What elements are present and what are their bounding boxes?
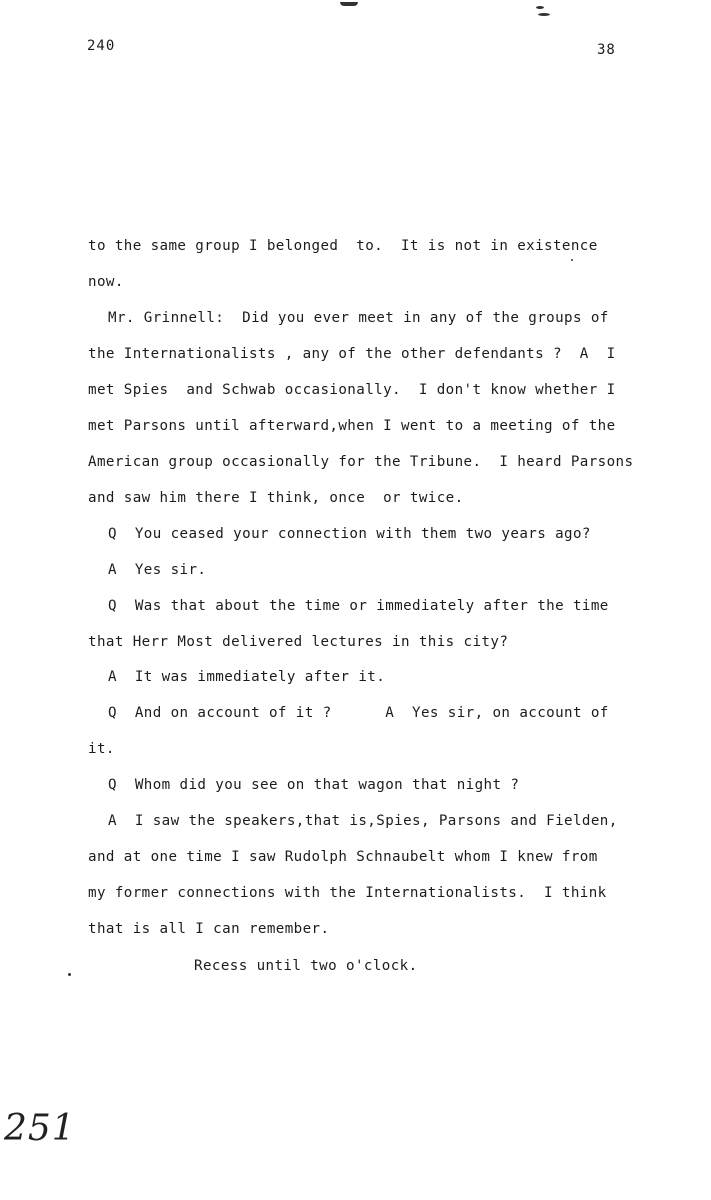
text-line: Q And on account of it ? A Yes sir, on account of: [108, 705, 609, 721]
ink-mark: [340, 2, 358, 6]
ink-mark: [538, 13, 550, 16]
text-line: met Spies and Schwab occasionally. I don't know whether I: [88, 382, 616, 398]
page-number-right: 38: [597, 42, 616, 58]
text-line: my former connections with the Internationalists. I think: [88, 885, 607, 901]
text-line: Q Whom did you see on that wagon that night ?: [108, 777, 520, 793]
text-line: A Yes sir.: [108, 562, 207, 578]
text-line: it.: [88, 741, 115, 757]
text-line: A I saw the speakers,that is,Spies, Parsons and Fielden,: [108, 813, 618, 829]
text-line: now.: [88, 274, 124, 290]
text-line: met Parsons until afterward,when I went to a meeting of the: [88, 418, 616, 434]
text-line: A It was immediately after it.: [108, 669, 386, 685]
text-line: the Internationalists , any of the other defendants ? A I: [88, 346, 616, 362]
text-line: and at one time I saw Rudolph Schnaubelt whom I knew from: [88, 849, 598, 865]
text-line: Q Was that about the time or immediately after the time: [108, 598, 609, 614]
text-line: Recess until two o'clock.: [194, 958, 418, 974]
text-line: that is all I can remember.: [88, 921, 330, 937]
ink-mark: [536, 6, 544, 9]
text-line: and saw him there I think, once or twice.: [88, 490, 464, 506]
page-number-left: 240: [87, 38, 116, 54]
text-line: to the same group I belonged to. It is not in existence: [88, 238, 598, 254]
text-line: Q You ceased your connection with them two years ago?: [108, 526, 591, 542]
text-line: Mr. Grinnell: Did you ever meet in any of the groups of: [108, 310, 609, 326]
ink-speck: [571, 259, 573, 261]
text-line: American group occasionally for the Tribune. I heard Parsons: [88, 454, 634, 470]
ink-speck: [68, 973, 71, 976]
handwritten-page-number: 251: [4, 1108, 76, 1149]
text-line: that Herr Most delivered lectures in this city?: [88, 634, 509, 650]
